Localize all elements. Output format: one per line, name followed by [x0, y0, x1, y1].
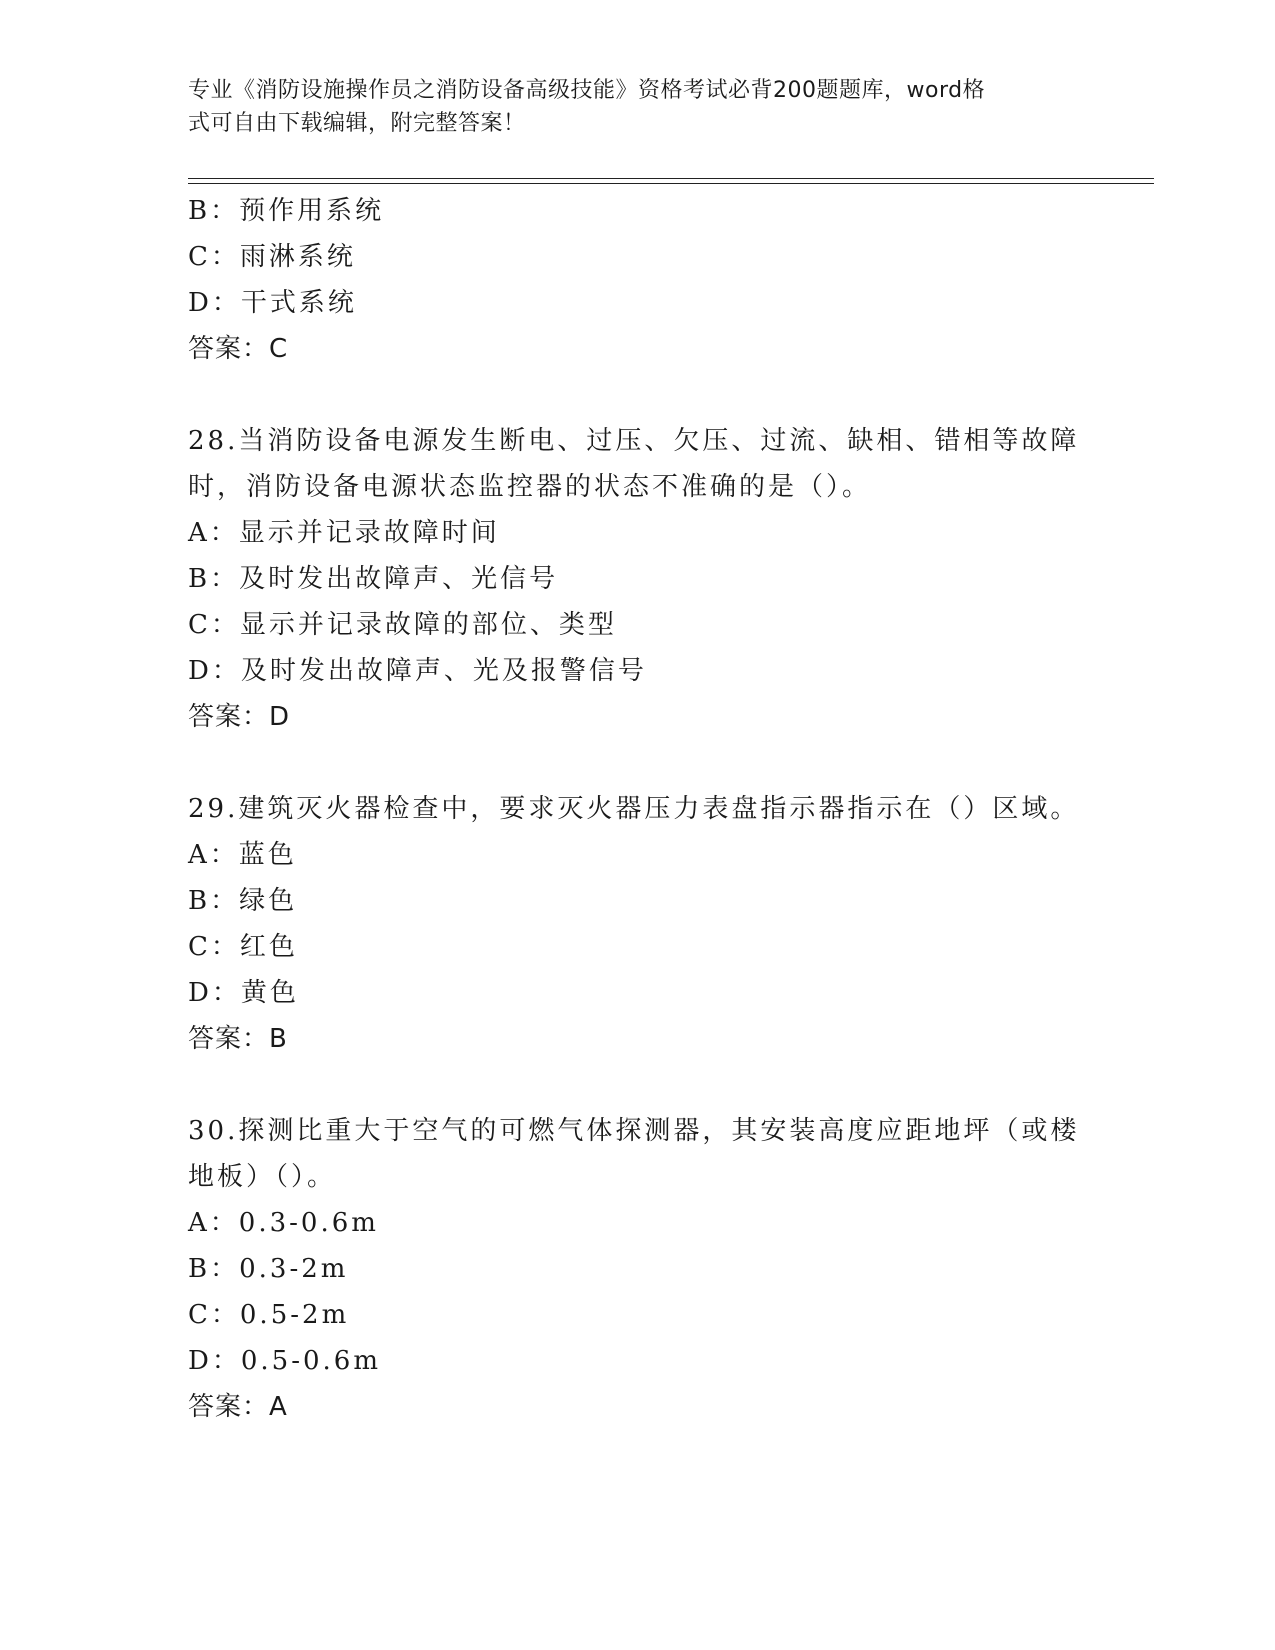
header-divider [188, 178, 1154, 179]
question-28 [188, 418, 1088, 740]
option-c: C：红色 [188, 932, 298, 962]
question-27-tail [188, 188, 1088, 372]
option-d: D：0.5-0.6m [188, 1346, 381, 1376]
option-a: A：蓝色 [188, 840, 297, 870]
option-b: B：预作用系统 [188, 196, 385, 226]
answer: 答案：D [188, 702, 291, 732]
answer: 答案：A [188, 1392, 288, 1422]
option-d: D：及时发出故障声、光及报警信号 [188, 656, 647, 686]
header-divider [188, 183, 1154, 184]
question-stem: 时，消防设备电源状态监控器的状态不准确的是（）。 [188, 472, 872, 502]
document-header [188, 74, 1068, 140]
option-c: C：0.5-2m [188, 1300, 350, 1330]
answer: 答案：C [188, 334, 289, 364]
option-d: D：黄色 [188, 978, 299, 1008]
option-b: B：0.3-2m [188, 1254, 349, 1284]
option-c: C：雨淋系统 [188, 242, 356, 272]
question-stem: 29.建筑灭火器检查中，要求灭火器压力表盘指示器指示在（）区域。 [188, 794, 1080, 824]
header-line: 式可自由下载编辑，附完整答案！ [188, 111, 526, 136]
question-stem: 28.当消防设备电源发生断电、过压、欠压、过流、缺相、错相等故障 [188, 426, 1080, 456]
question-list [188, 188, 1088, 1430]
question-29 [188, 786, 1088, 1062]
question-stem: 30.探测比重大于空气的可燃气体探测器，其安装高度应距地坪（或楼 [188, 1116, 1080, 1146]
answer: 答案：B [188, 1024, 288, 1054]
option-c: C：显示并记录故障的部位、类型 [188, 610, 617, 640]
option-b: B：绿色 [188, 886, 298, 916]
option-a: A：0.3-0.6m [188, 1208, 379, 1238]
option-d: D：干式系统 [188, 288, 357, 318]
question-30 [188, 1108, 1088, 1430]
header-line: 专业《消防设施操作员之消防设备高级技能》资格考试必背200题题库，word格 [188, 78, 986, 103]
option-a: A：显示并记录故障时间 [188, 518, 500, 548]
question-stem: 地板）（）。 [188, 1162, 337, 1192]
option-b: B：及时发出故障声、光信号 [188, 564, 559, 594]
